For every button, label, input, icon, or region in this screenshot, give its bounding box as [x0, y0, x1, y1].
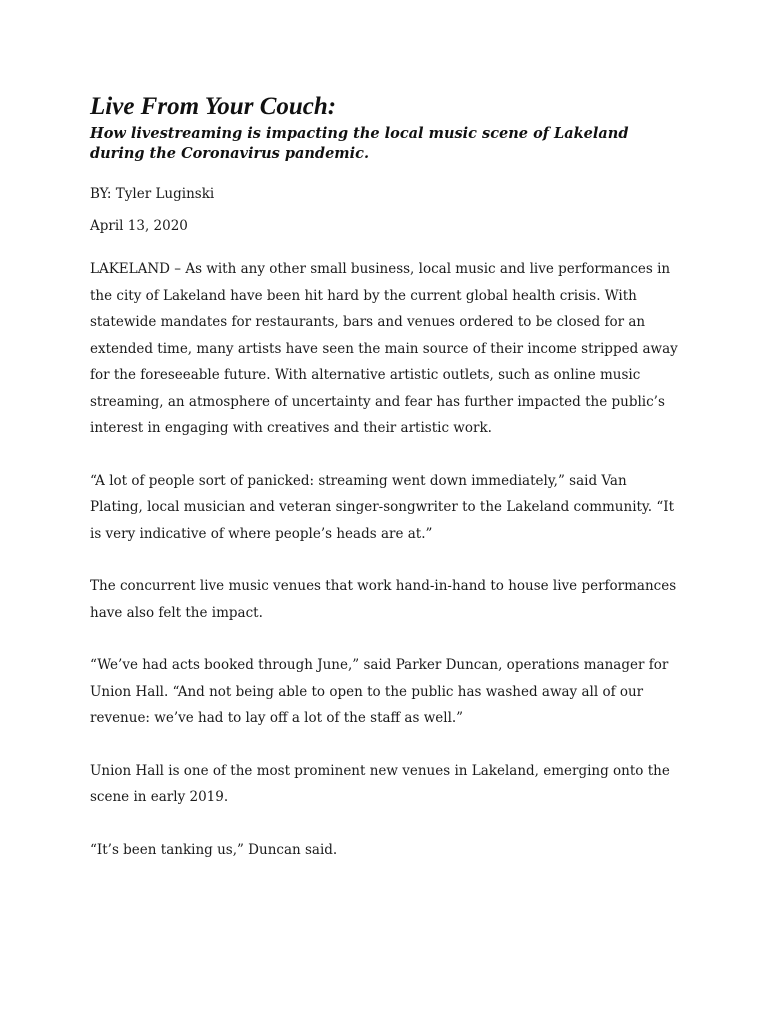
paragraph: “We’ve had acts booked through June,” said Parker Duncan, operations manager for Union Hall. “And not being able to open to the public has washed away all of our revenue: we’ve had to lay off a lot of the staff as well.” — [90, 657, 669, 726]
article-body — [90, 256, 680, 863]
paragraph: Union Hall is one of the most prominent new venues in Lakeland, emerging onto the scene in early 2019. — [90, 762, 670, 805]
publish-date: April 13, 2020 — [90, 218, 188, 234]
byline: BY: Tyler Luginski — [90, 186, 215, 202]
paragraph: The concurrent live music venues that work hand-in-hand to house live performances have also felt the impact. — [90, 578, 677, 621]
article-subtitle: How livestreaming is impacting the local music scene of Lakeland during the Coronavirus pandemic. — [90, 125, 629, 162]
paragraph: LAKELAND – As with any other small business, local music and live performances in the city of Lakeland have been hit hard by the current global health crisis. With statewide mandates for restaurants, bars and venues ordered to be closed for an extended time, many artists have seen the main source of their income stripped away for the foreseeable future. With alternative artistic outlets, such as online music streaming, an atmosphere of uncertainty and fear has further impacted the public’s interest in engaging with creatives and their artistic work. — [90, 261, 678, 436]
paragraph: “It’s been tanking us,” Duncan said. — [90, 841, 338, 858]
paragraph: “A lot of people sort of panicked: streaming went down immediately,” said Van Plating, local musician and veteran singer-songwriter to the Lakeland community. “It is very indicative of where people’s heads are at.” — [90, 472, 675, 542]
article — [90, 92, 680, 889]
article-title: Live From Your Couch: — [90, 93, 337, 120]
